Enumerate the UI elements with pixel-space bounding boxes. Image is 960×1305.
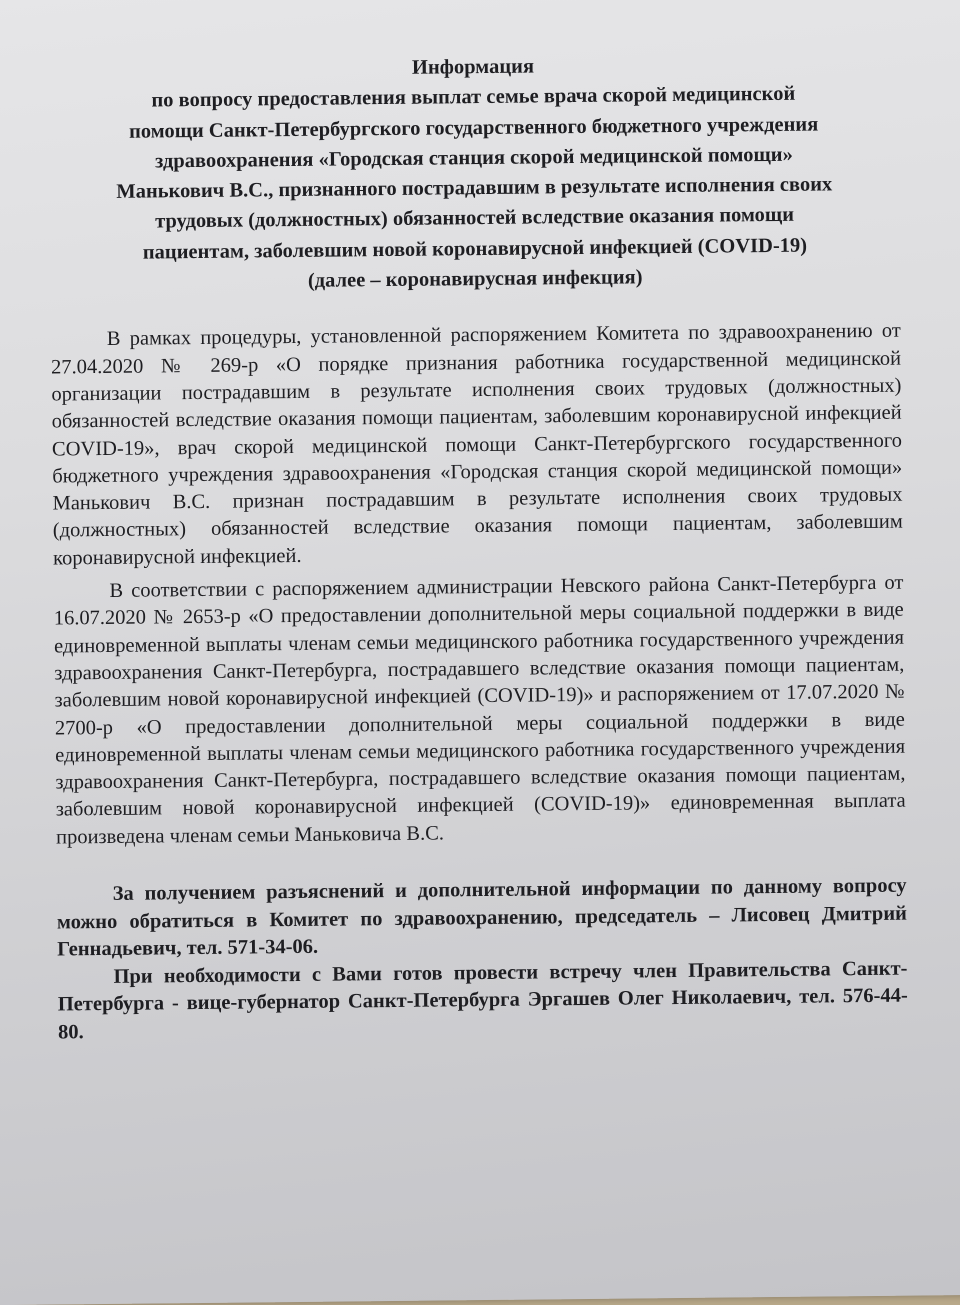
paragraph-payment: В соответствии с распоряжением администрации Невского района Санкт-Петербурга от 16.07.2020 № 2653-р «О предоставлении дополнительной меры социальной поддержки в виде единовременной выплаты членам семьи медицинского работника государственного учреждения здравоохранения Санкт-Петербурга, пострадавшего вследствие оказания помощи пациентам, заболевшим новой коронавирусной инфекцией (COVID-19)» и распоряжением от 17.07.2020 № 2700-р «О предоставлении дополнительной меры социальной поддержки в виде единовременной выплаты членам семьи медицинского работника государственного учреждения здравоохранения Санкт-Петербурга, пострадавшего вследствие оказания помощи пациентам, заболевшим новой коронавирусной инфекцией (COVID-19)» единовременная выплата произведена членам семьи Маньковича В.С. [53, 571, 906, 849]
subtitle-line: по вопросу предоставления выплат семье врача скорой медицинской [151, 83, 796, 112]
subtitle-line: здравоохранения «Городская станция скорой медицинской помощи» [154, 143, 793, 173]
paragraph-recognition: В рамках процедуры, установленной распоряжением Комитета по здравоохранению от 27.04.2020 № 269-р «О порядке признания работника государственной медицинской организации пострадавшим в результате исполнения своих трудовых (должностных) обязанностей вследствие оказания помощи пациентам, заболевшим коронавирусной инфекцией COVID-19», врач скорой медицинской помощи Санкт-Петербургского государственного бюджетного учреждения здравоохранения «Городская станция скорой медицинской помощи» Манькович В.С. признан пострадавшим в результате исполнения своих трудовых (должностных) обязанностей вследствие оказания помощи пациентам, заболевшим коронавирусной инфекцией. [51, 320, 903, 570]
subtitle-line: (далее – коронавирусная инфекция) [307, 266, 643, 292]
subtitle-line: пациентам, заболевшим новой коронавирусной инфекцией (COVID-19) [142, 234, 808, 264]
contact-committee: За получением разъяснений и дополнительной информации по данному вопросу можно обратиться в Комитет по здравоохранению, председатель – Лисовец Дмитрий Геннадьевич, тел. 571-34-06. [56, 874, 907, 961]
subtitle-line: трудовых (должностных) обязанностей вследствие оказания помощи [155, 204, 795, 233]
document-content [48, 48, 908, 1047]
document-heading [48, 48, 900, 299]
document-body [51, 318, 906, 852]
subtitle-line: помощи Санкт-Петербургского государственного бюджетного учреждения [128, 113, 819, 143]
contact-section [57, 873, 909, 1047]
contact-vice-governor: При необходимости с Вами готов провести встречу член Правительства Санкт-Петербурга - вице-губернатор Санкт-Петербурга Эргашев Олег Николаевич, тел. 576-44-80. [57, 957, 908, 1044]
document-title: Информация [411, 55, 535, 79]
subtitle-line: Манькович В.С., признанного пострадавшим в результате исполнения своих [116, 173, 833, 204]
